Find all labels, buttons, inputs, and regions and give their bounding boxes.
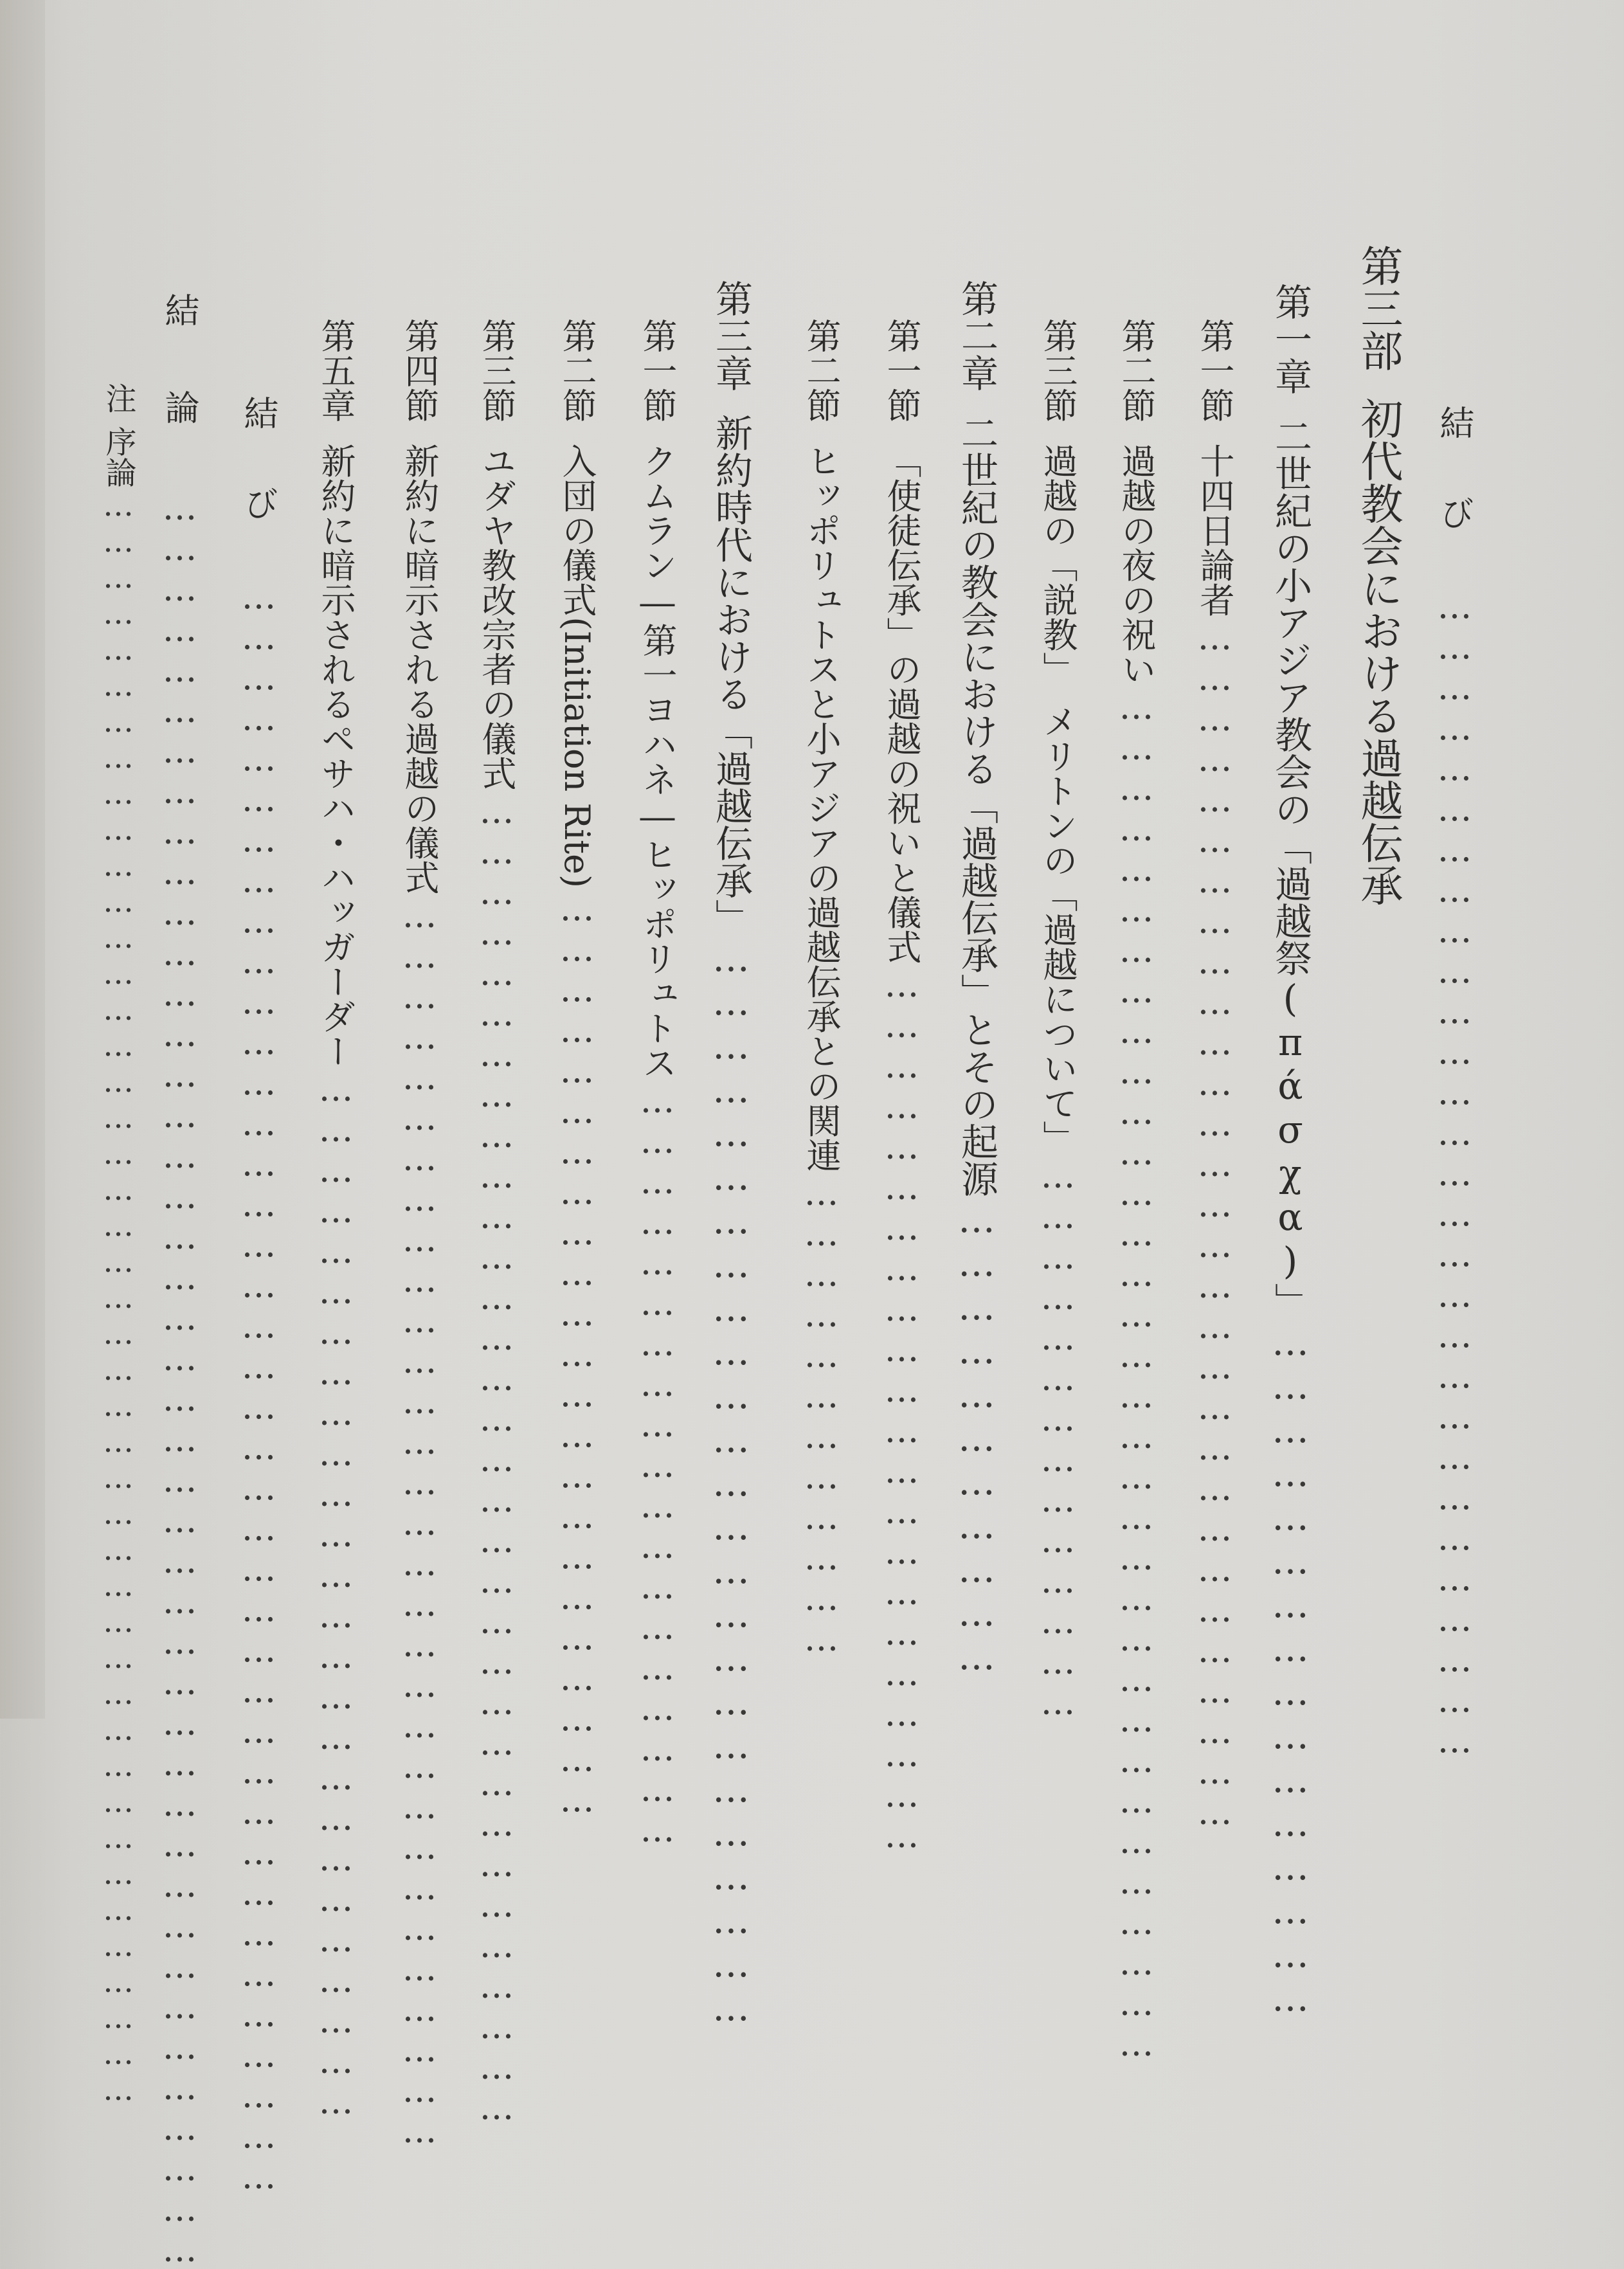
chapter-title: 二世紀の教会における「過越伝承」とその起源 <box>955 413 998 1197</box>
section-label: 第三節 <box>1038 318 1078 422</box>
section-label: 第四節 <box>399 318 440 422</box>
leader-dots: ………………………………………… <box>1268 1319 1312 2020</box>
toc-label: 結び <box>239 395 279 576</box>
section-label: 第一節 <box>881 318 922 422</box>
leader-dots: ………………………………………………………………………………………………………… <box>239 575 279 2196</box>
section-title: ヒッポリュトスと小アジアの過越伝承との関連 <box>801 443 842 1173</box>
toc-entry-musubi-1[interactable] <box>1434 405 1475 1760</box>
section-label: 第一節 <box>1195 318 1235 422</box>
section-title: 入団の儀式 <box>557 443 597 617</box>
toc-label: 結論 <box>159 293 200 487</box>
section-label: 第一節 <box>637 318 678 422</box>
toc-section-3-3[interactable] <box>476 318 517 2128</box>
leader-dots: ……………………………………………………………………………………… <box>476 790 517 2128</box>
toc-section-3-4[interactable] <box>399 318 440 2151</box>
toc-section-1-3[interactable] <box>1038 318 1078 1722</box>
section-title: ユダヤ教改宗者の儀式 <box>476 443 517 791</box>
toc-section-1-1[interactable] <box>1195 318 1235 1832</box>
chapter-title: 新約時代における「過越伝承」 <box>709 413 753 936</box>
chapter-label: 第二章 <box>955 280 998 392</box>
leader-dots: ……………………………… <box>801 1172 842 1659</box>
section-title: 過越の夜の祝い <box>1116 443 1157 687</box>
section-label: 第三節 <box>476 318 517 422</box>
section-label: 第二節 <box>1116 318 1157 422</box>
chapter-label: 第三章 <box>709 280 753 392</box>
section-title: 十四日論者 <box>1195 443 1235 617</box>
part-label: 第三部 <box>1353 244 1403 372</box>
chapter-label: 第一章 <box>1268 283 1312 395</box>
toc-label: 結び <box>1434 405 1475 586</box>
leader-dots: ………………………………………………………………… <box>709 936 753 2029</box>
leader-dots: ………………………………………………… <box>637 1080 678 1850</box>
section-title: 過越の「説教」 メリトンの「過越について」 <box>1038 443 1078 1155</box>
toc-chapter-3[interactable] <box>709 280 753 2029</box>
leader-dots: …………………………………………………………………………… <box>1434 585 1475 1760</box>
section-title: クムラン―第一ヨハネ―ヒッポリュトス <box>637 443 678 1080</box>
notes-title: 序論 <box>100 426 136 488</box>
leader-dots: …………………………………………………………… <box>557 888 597 1820</box>
section-label: 第二節 <box>557 318 597 422</box>
toc-section-1-2[interactable] <box>1116 318 1157 2064</box>
section-title: 「使徒伝承」の過越の祝いと儀式 <box>881 443 922 964</box>
chapter-title: 二世紀の小アジア教会の「過越祭(πάσχα)」 <box>1268 417 1312 1320</box>
page-gutter-shadow <box>0 0 45 1719</box>
toc-part-3[interactable] <box>1353 244 1403 907</box>
section-title-latin: (Initiation Rite) <box>557 617 597 889</box>
section-title: 新約に暗示される過越の儀式 <box>399 443 440 895</box>
leader-dots: …………………………………………………………………………………………………………………… <box>159 487 200 2269</box>
chapter-label: 第五章 <box>316 318 356 422</box>
leader-dots: ………………………………………………………………………………………… <box>1116 686 1157 2064</box>
leader-dots: ……………………………………………………………………………………………………………………… <box>100 487 136 2108</box>
toc-chapter-5[interactable] <box>316 318 356 2122</box>
toc-section-3-2[interactable] <box>557 318 597 1820</box>
toc-section-2-2[interactable] <box>801 318 842 1659</box>
leader-dots: …………………………………………………………………… <box>316 1068 356 2122</box>
section-label: 第二節 <box>801 318 842 422</box>
leader-dots: …………………………………… <box>1038 1155 1078 1722</box>
toc-section-2-1[interactable] <box>881 318 922 1856</box>
leader-dots: ……………………………………………………………………………… <box>1195 617 1235 1832</box>
toc-entry-musubi-2[interactable] <box>239 395 279 2196</box>
toc-section-3-1[interactable] <box>637 318 678 1850</box>
part-title: 初代教会における過越伝承 <box>1353 397 1403 907</box>
leader-dots: …………………………… <box>955 1197 998 1678</box>
chapter-title: 新約に暗示されるペサハ・ハッガーダー <box>316 443 356 1069</box>
leader-dots: ………………………………………………………………………………… <box>399 894 440 2151</box>
toc-entry-notes[interactable] <box>100 383 136 2108</box>
toc-chapter-2[interactable] <box>955 280 998 1678</box>
toc-entry-ketsuron[interactable] <box>159 293 200 2269</box>
leader-dots: ………………………………………………………… <box>881 964 922 1856</box>
toc-chapter-1[interactable] <box>1268 283 1312 2020</box>
notes-label: 注 <box>100 383 136 413</box>
